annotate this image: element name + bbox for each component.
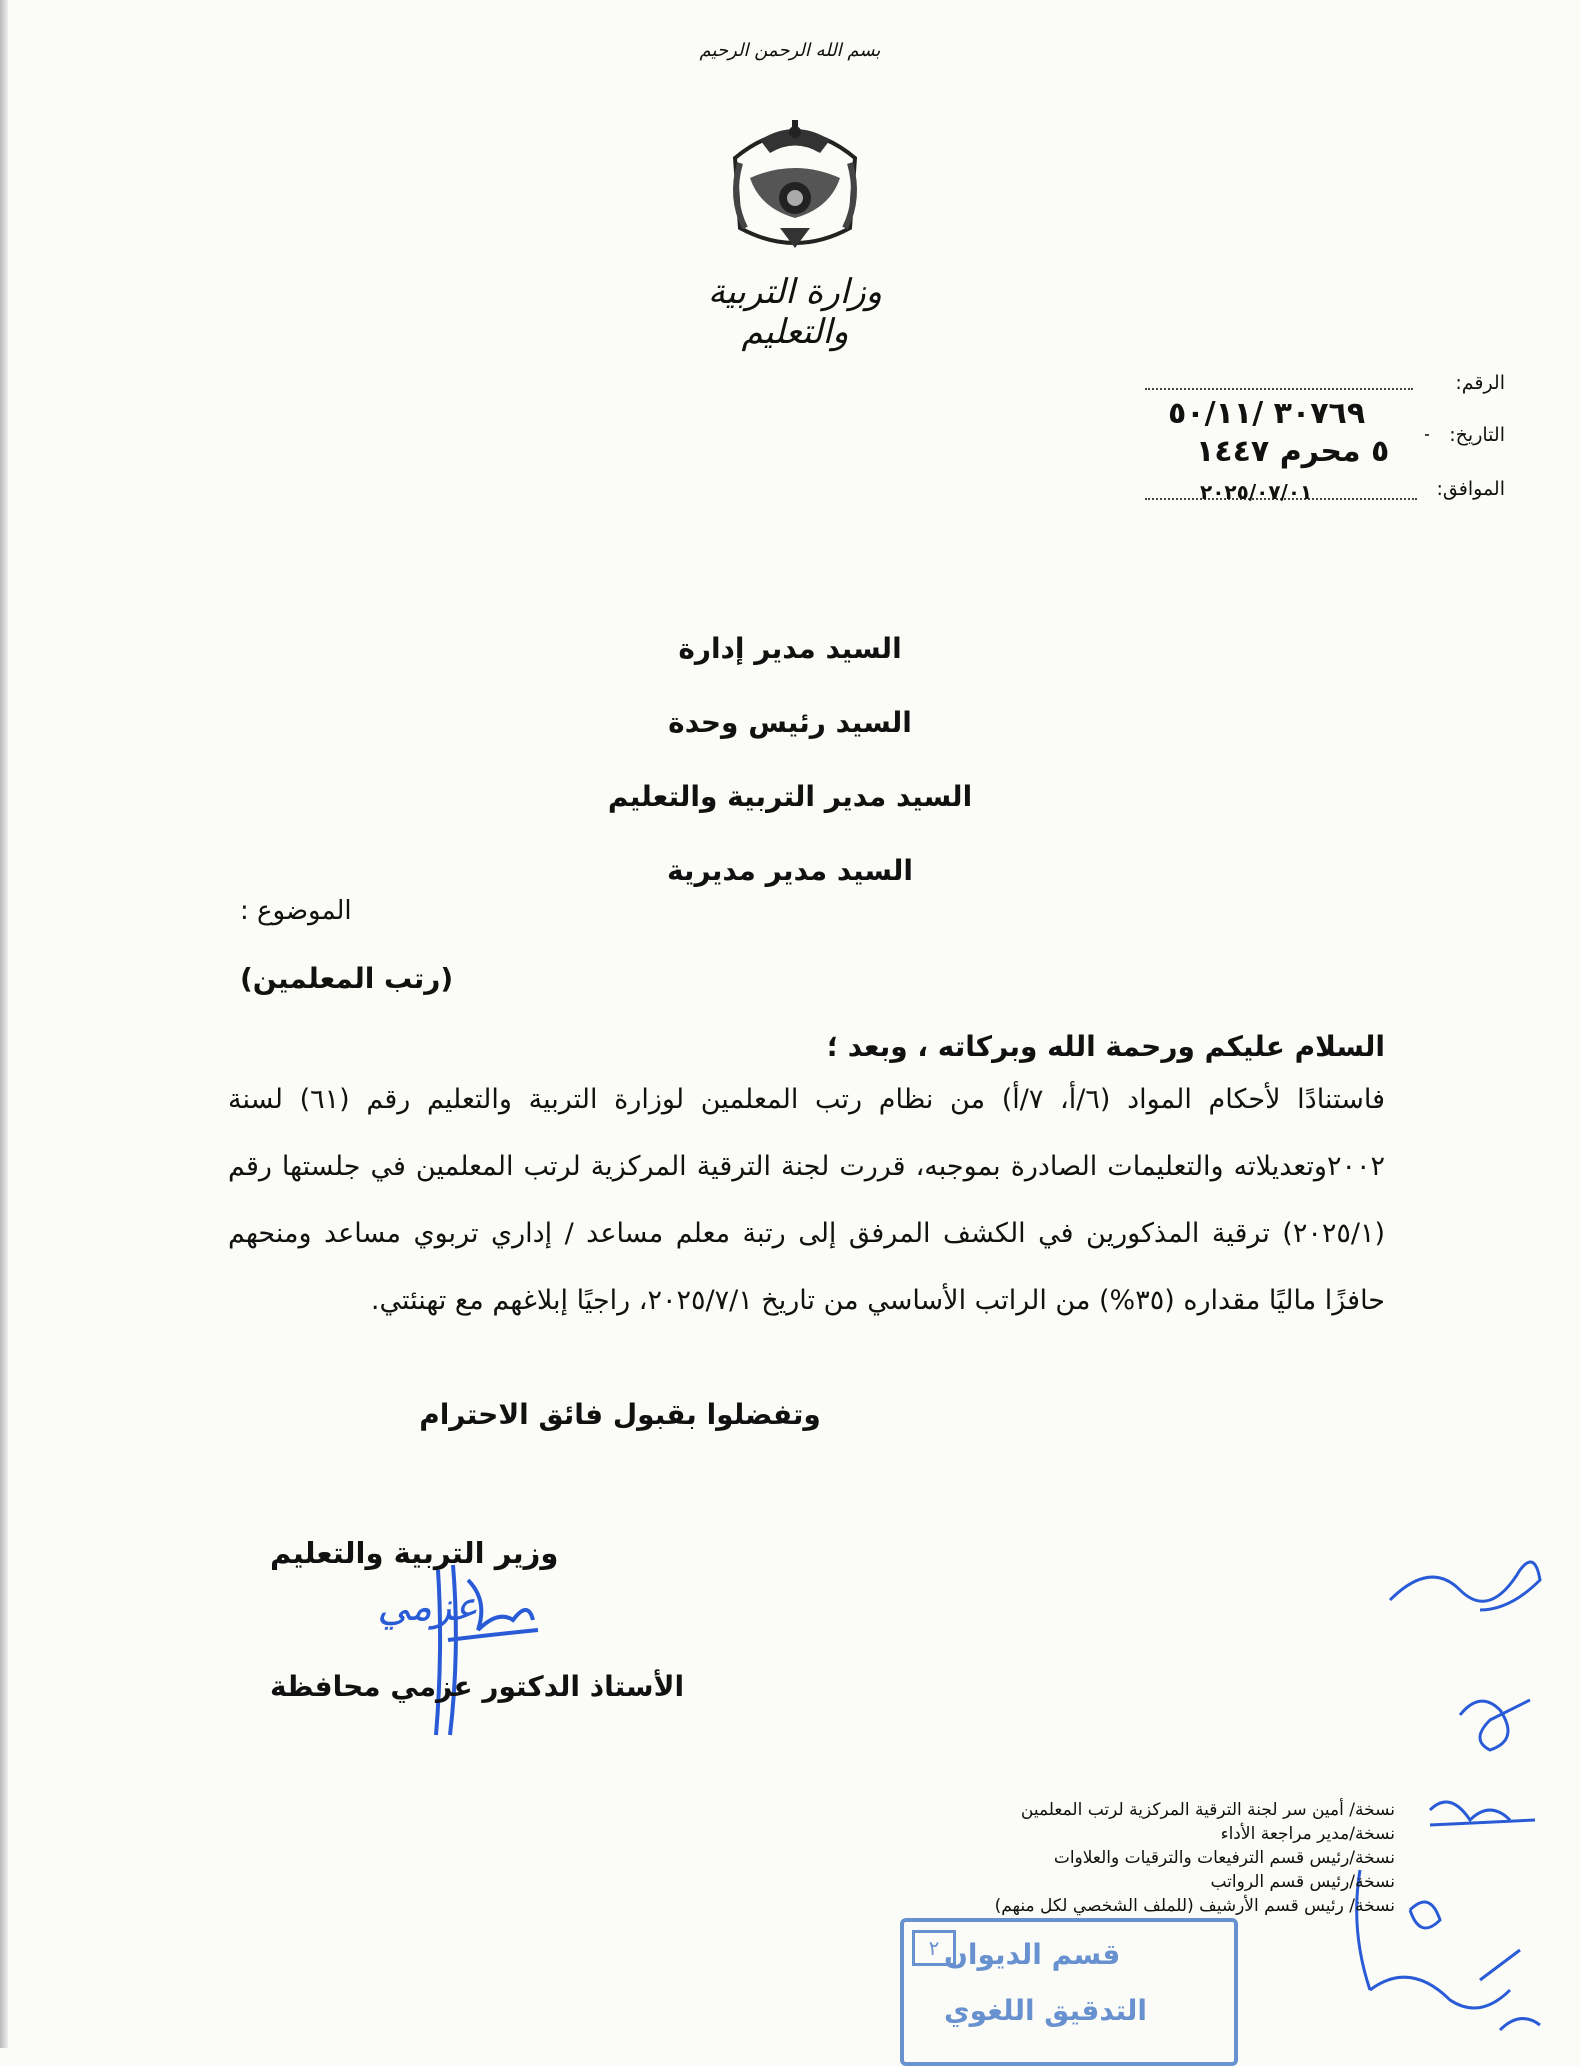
closing-phrase: وتفضلوا بقبول فائق الاحترام [419, 1398, 821, 1431]
subject-label: الموضوع : [240, 896, 352, 926]
subject-value: (رتب المعلمين) [240, 962, 454, 995]
copy-line: نسخة/رئيس قسم الترفيعات والترقيات والعلاوات [1053, 1848, 1395, 1868]
ministry-name: وزارة التربية والتعليم [707, 272, 883, 352]
addressee-line: السيد رئيس وحدة [668, 706, 912, 739]
handwritten-annotation-icon [1370, 1540, 1550, 1840]
copy-line: نسخة/مدير مراجعة الأداء [1220, 1824, 1395, 1844]
dotted-line [1145, 388, 1413, 390]
stamp-line-2: التدقيق اللغوي [944, 1994, 1148, 2027]
corresponding-label: الموافق: [1436, 478, 1505, 500]
corresponding-date-value: ٢٠٢٥/٠٧/٠١ [1200, 480, 1313, 504]
greeting: السلام عليكم ورحمة الله وبركاته ، وبعد ؛ [826, 1030, 1385, 1063]
date-label: التاريخ: [1449, 424, 1505, 446]
copy-line: نسخة/ أمين سر لجنة الترقية المركزية لرتب المعلمين [1020, 1800, 1395, 1820]
body-paragraph [228, 1066, 1385, 1334]
scan-edge [0, 0, 8, 2048]
minister-name: الأستاذ الدكتور عزمي محافظة [270, 1670, 685, 1703]
date-value: ٥ محرم ١٤٤٧ [1196, 434, 1390, 469]
dotted-line [1425, 434, 1429, 436]
minister-title: وزير التربية والتعليم [270, 1536, 559, 1570]
stamp-line-1: قسم الديوان [944, 1938, 1121, 1971]
reference-number-value: ٣٠٧٦٩ /٥٠/١١ [1168, 396, 1366, 431]
addressee-line: السيد مدير مديرية [666, 854, 914, 887]
reference-number-label: الرقم: [1455, 372, 1505, 394]
copies-list [955, 1798, 1395, 1918]
addressee-line: السيد مدير التربية والتعليم [607, 780, 973, 813]
stamp-number: ٢ [912, 1930, 956, 1966]
body-paragraph-text: فاستنادًا لأحكام المواد (٦/أ، ٧/أ) من نظام رتب المعلمين لوزارة التربية والتعليم رقم (٦١) لسنة ٢٠٠٢وتعديلاته والتعليمات الصادرة بموجبه، قررت لجنة الترقية المركزية لرتب المعلمين في جلستها رقم (٢٠٢٥/١) ترقية المذكورين في الكشف المرفق إلى رتبة معلم مساعد / إداري تربوي مساعد ومنحهم حافزًا ماليًا مقداره (٣٥%) من الراتب الأساسي من تاريخ ٢٠٢٥/٧/١، راجيًا إبلاغهم مع تهنئتي. [228, 1084, 1385, 1316]
basmala: بسم الله الرحمن الرحيم [699, 40, 881, 61]
addressee-line: السيد مدير إدارة [678, 632, 902, 665]
handwritten-signature: عزمي [377, 1584, 478, 1630]
department-stamp [900, 1918, 1238, 2066]
corresponding-date-field [1145, 468, 1505, 508]
addressee-list [400, 612, 1180, 908]
copy-line: نسخة/ رئيس قسم الأرشيف (للملف الشخصي لكل منهم) [994, 1896, 1395, 1916]
signature-icon [377, 1560, 548, 1740]
royal-emblem-icon [720, 118, 870, 258]
copy-line: نسخة/رئيس قسم الرواتب [1210, 1872, 1395, 1892]
